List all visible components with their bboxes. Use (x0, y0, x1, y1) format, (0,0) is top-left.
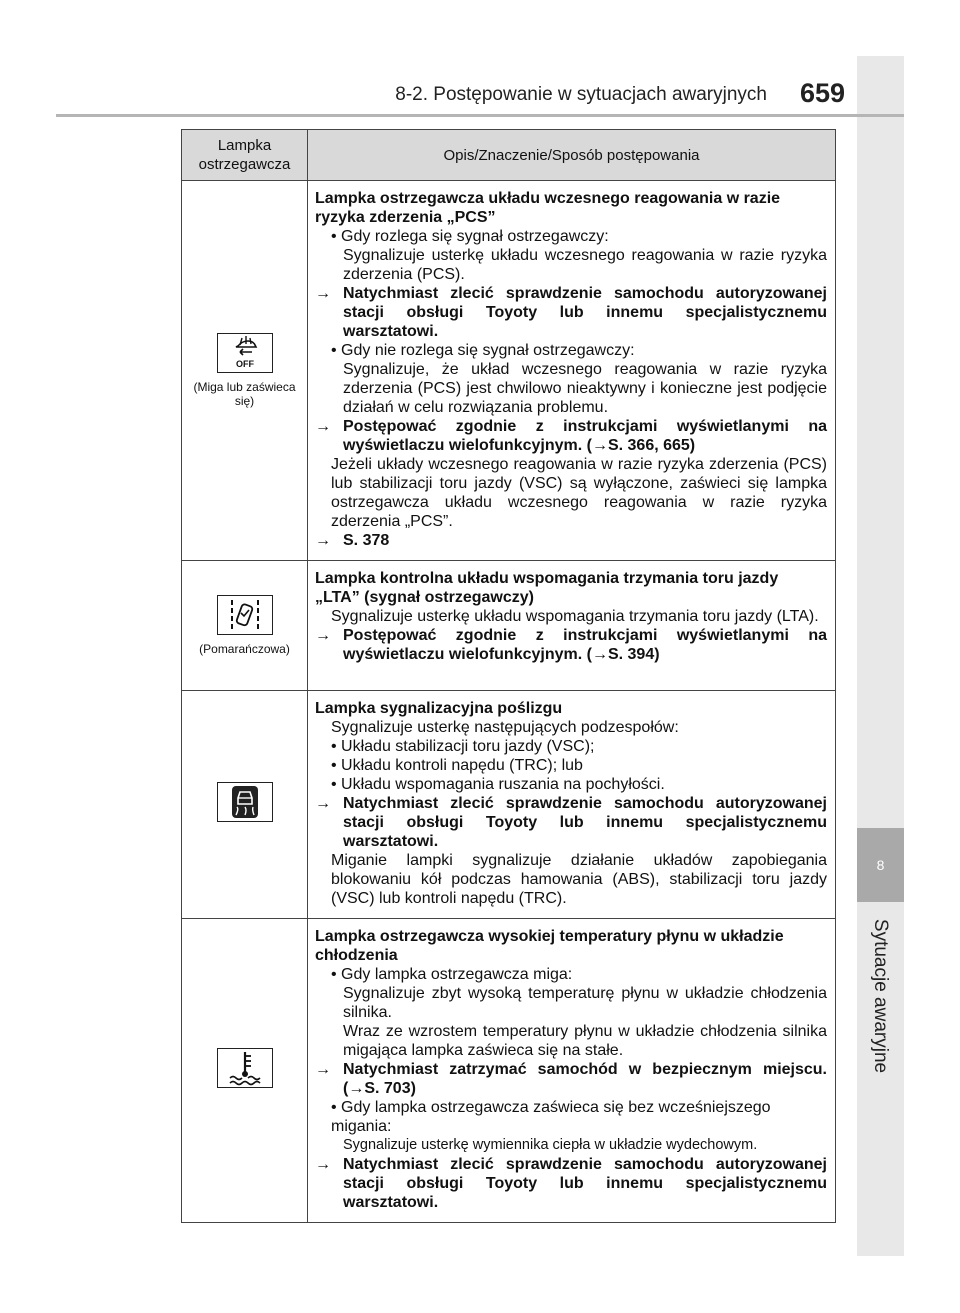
col-lamp-header: Lampka ostrzegawcza (182, 130, 308, 181)
table-row (182, 181, 836, 561)
arrow-icon: → (315, 532, 331, 549)
pcs-off-icon (217, 333, 273, 373)
lamp-cell (182, 919, 308, 1223)
lane-trace-assist-icon (217, 595, 273, 635)
slip-indicator-icon (217, 782, 273, 822)
description-text: Sygnalizuje usterkę następujących podzespołów: (331, 719, 679, 736)
page-number: 659 (800, 78, 846, 108)
action-instruction: → Natychmiast zlecić sprawdzenie samochodu autoryzowanej stacji obsługi Toyoty lub innemu specjalistycznemu warsztatowi. (315, 795, 827, 850)
description-cell (308, 919, 836, 1223)
lamp-title: Lampka sygnalizacyjna poślizgu (315, 700, 563, 717)
lamp-cell (182, 691, 308, 919)
chapter-number: 8 (876, 857, 885, 873)
col-desc-header: Opis/Znaczenie/Sposób postępowania (308, 130, 836, 181)
arrow-icon: → (315, 1156, 331, 1173)
svg-text:OFF: OFF (235, 359, 254, 369)
condition-text: Sygnalizuje usterkę układu wczesnego reagowania w razie ryzyka zderzenia (PCS). (343, 247, 827, 283)
description-cell (308, 691, 836, 919)
lamp-title: Lampka kontrolna układu wspomagania trzymania toru jazdy „LTA” (sygnał ostrzegawczy) (315, 570, 779, 606)
table-row (182, 691, 836, 919)
note-text: Miganie lampki sygnalizuje działanie układów zapobiegania blokowaniu kół podczas hamowania (ABS), stabilizacji toru jazdy (VSC) lub kontroli napędu (TRC). (331, 852, 827, 907)
page-reference: → S. 378 (315, 532, 390, 549)
condition-bullet: • Gdy rozlega się sygnał ostrzegawczy: (331, 228, 609, 245)
chapter-title (857, 906, 904, 1086)
lamp-cell (182, 561, 308, 691)
description-cell (308, 181, 836, 561)
warning-lights-table (181, 129, 836, 1223)
condition-text: Wraz ze wzrostem temperatury płynu w układzie chłodzenia silnika migająca lampka zaświeca się na stałe. (343, 1023, 827, 1059)
action-instruction: → Natychmiast zlecić sprawdzenie samochodu autoryzowanej stacji obsługi Toyoty lub innemu specjalistycznemu warsztatowi. (315, 285, 827, 340)
action-instruction: → Postępować zgodnie z instrukcjami wyświetlanymi na wyświetlaczu wielofunkcyjnym. (→S. 366, 665) (315, 418, 827, 454)
lamp-title: Lampka ostrzegawcza układu wczesnego reagowania w razie ryzyka zderzenia „PCS” (315, 190, 781, 226)
condition-bullet: • Gdy lampka ostrzegawcza miga: (331, 966, 573, 983)
list-item: • Układu wspomagania ruszania na pochyłości. (331, 776, 665, 793)
section-header: 8-2. Postępowanie w sytuacjach awaryjnych (395, 84, 767, 105)
condition-text: Sygnalizuje zbyt wysoką temperaturę płynu w układzie chłodzenia silnika. (343, 985, 827, 1021)
condition-bullet: • Gdy lampka ostrzegawcza zaświeca się bez wcześniejszego migania: (331, 1099, 771, 1135)
chapter-tab (857, 828, 904, 902)
action-instruction: → Natychmiast zatrzymać samochód w bezpiecznym miejscu. (→S. 703) (315, 1061, 827, 1097)
arrow-icon: → (315, 627, 331, 644)
list-item: • Układu stabilizacji toru jazdy (VSC); (331, 738, 595, 755)
coolant-temperature-icon (217, 1048, 273, 1088)
list-item: • Układu kontroli napędu (TRC); lub (331, 757, 583, 774)
description-cell (308, 561, 836, 691)
lamp-caption: (Miga lub zaświeca się) (193, 380, 296, 408)
action-instruction: → Natychmiast zlecić sprawdzenie samochodu autoryzowanej stacji obsługi Toyoty lub innemu specjalistycznemu warsztatowi. (315, 1156, 827, 1211)
table-row (182, 561, 836, 691)
table-row (182, 919, 836, 1223)
chapter-title-text: Sytuacje awaryjne (870, 918, 892, 1074)
action-instruction: → Postępować zgodnie z instrukcjami wyświetlanymi na wyświetlaczu wielofunkcyjnym. (→S. 394) (315, 627, 827, 663)
arrow-icon: → (315, 795, 331, 812)
condition-text: Sygnalizuje usterkę wymiennika ciepła w układzie wydechowym. (343, 1137, 758, 1153)
arrow-icon: → (315, 1061, 331, 1078)
table-header-row (182, 130, 836, 181)
description-text: Sygnalizuje usterkę układu wspomagania trzymania toru jazdy (LTA). (331, 608, 819, 625)
condition-bullet: • Gdy nie rozlega się sygnał ostrzegawczy: (331, 342, 635, 359)
arrow-icon: → (315, 418, 331, 435)
arrow-icon: → (315, 285, 331, 302)
header-divider (56, 114, 904, 117)
lamp-title: Lampka ostrzegawcza wysokiej temperatury płynu w układzie chłodzenia (315, 928, 784, 964)
condition-text: Sygnalizuje, że układ wczesnego reagowania w razie ryzyka zderzenia (PCS) jest chwilowo nieaktywny i konieczne jest podjęcie działań w celu rozwiązania problemu. (343, 361, 827, 416)
note-text: Jeżeli układy wczesnego reagowania w razie ryzyka zderzenia (PCS) lub stabilizacji toru jazdy (VSC) są wyłączone, zaświeci się lampka ostrzegawcza układu wczesnego reagowania w razie ryzyka zderzenia „PCS”. (331, 456, 827, 530)
lamp-cell (182, 181, 308, 561)
lamp-caption: (Pomarańczowa) (199, 642, 290, 656)
